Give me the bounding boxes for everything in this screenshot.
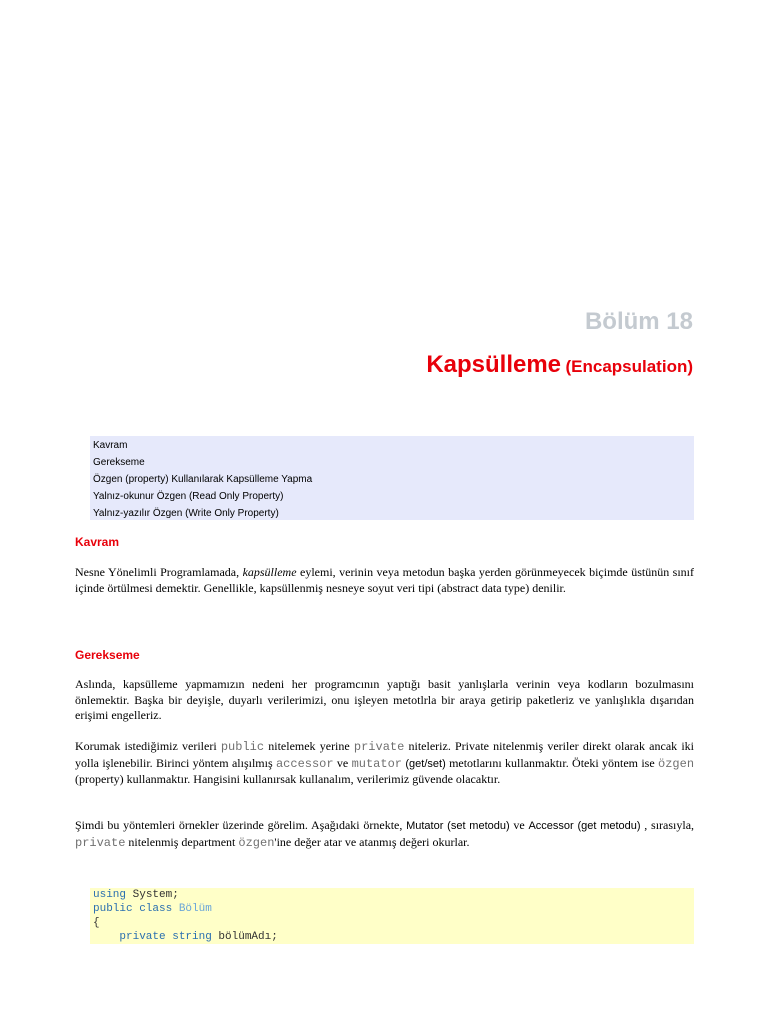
code-private: private: [353, 740, 405, 754]
paragraph-gerekseme-2: [75, 739, 694, 788]
title-main: Kapsülleme: [426, 351, 562, 378]
title-subtitle: (Encapsulation): [565, 357, 693, 376]
code-ozgen: özgen: [658, 756, 695, 771]
text: niteleriz. Private nitelenmiş veriler direkt olarak ancak iki yolla işlenebilir. Birinci yöntem alışılmış: [75, 739, 694, 770]
code-text: {: [93, 917, 100, 929]
text: Korumak istediğimiz verileri: [75, 739, 221, 753]
section-heading-gerekseme: Gerekseme: [75, 648, 140, 662]
text-accessor: Accessor (get metodu): [528, 820, 641, 832]
text: nitelemek yerine: [264, 739, 354, 753]
code-accessor: accessor: [275, 756, 334, 771]
code-block: [90, 888, 694, 944]
code-private: private: [75, 835, 126, 850]
toc-item-kavram[interactable]: Kavram: [93, 440, 128, 451]
toc-item-write-only[interactable]: Yalnız-yazılır Özgen (Write Only Property): [93, 508, 279, 519]
code-keyword: public class: [93, 903, 173, 915]
text: ve: [509, 818, 529, 832]
code-line-2: [93, 902, 691, 916]
text: eylemi, verinin veya metodun başka yerden görünmeyecek biçimde üstünün sınıf içinde örtülmesi demektir. Genellikle, kapsüllenmiş nesneye soyut veri tipi (abstract data type) denilir.: [75, 565, 695, 595]
text-mutator: Mutator (set metodu): [406, 820, 510, 832]
code-line-1: [93, 888, 691, 902]
text: Nesne Yönelimli Programlamada,: [75, 565, 243, 579]
code-mutator: mutator: [351, 756, 402, 771]
emphasis: kapsülleme: [242, 565, 297, 579]
code-line-3: [93, 916, 691, 930]
code-text: System;: [126, 889, 179, 901]
chapter-number: Bölüm 18: [584, 308, 693, 335]
toc-item-property[interactable]: Özgen (property) Kullanılarak Kapsülleme Yapma: [93, 474, 313, 485]
text: , sırasıyla,: [640, 818, 695, 832]
paragraph-gerekseme-1: Aslında, kapsülleme yapmamızın nedeni her programcının yaptığı basit yanlışlarla verinin veya kodların bozulmasını önlemektir. Başka bir deyişle, duyarlı verilerimizi, onu işleyen metotlrla bir araya getirip paketleriz ve yanlışlıkla dışarıdan erişimi engelleriz.: [75, 677, 694, 722]
text: (property) kullanmaktır. Hangisini kullanırsak kullanalım, verilerimiz güvende olacaktır.: [75, 772, 501, 786]
text: nitelenmiş department: [125, 834, 239, 849]
section-heading-kavram: Kavram: [75, 535, 120, 549]
chapter-title: [426, 351, 693, 379]
paragraph-example-intro: [75, 818, 694, 851]
text-getset: (get/set): [402, 757, 446, 770]
toc-item-gerekseme[interactable]: Gerekseme: [93, 457, 145, 468]
code-ozgen: özgen: [238, 835, 275, 850]
code-type: Bölüm: [178, 903, 212, 915]
code-text: bölümAdı;: [211, 931, 278, 943]
text: Şimdi bu yöntemleri örnekler üzerinde görelim. Aşağıdaki örnekte,: [75, 818, 407, 832]
table-of-contents: [90, 436, 694, 520]
text: metotlarını kullanmaktır. Öteki yöntem ise: [445, 755, 659, 770]
text: 'ine değer atar ve atanmış değeri okurlar.: [274, 834, 470, 849]
code-line-4: [93, 930, 691, 944]
code-public: public: [220, 740, 265, 754]
code-keyword: using: [93, 889, 127, 901]
code-keyword: private string: [93, 931, 212, 943]
paragraph-kavram: [75, 565, 694, 596]
toc-item-read-only[interactable]: Yalnız-okunur Özgen (Read Only Property): [93, 491, 284, 502]
text: ve: [333, 755, 352, 770]
